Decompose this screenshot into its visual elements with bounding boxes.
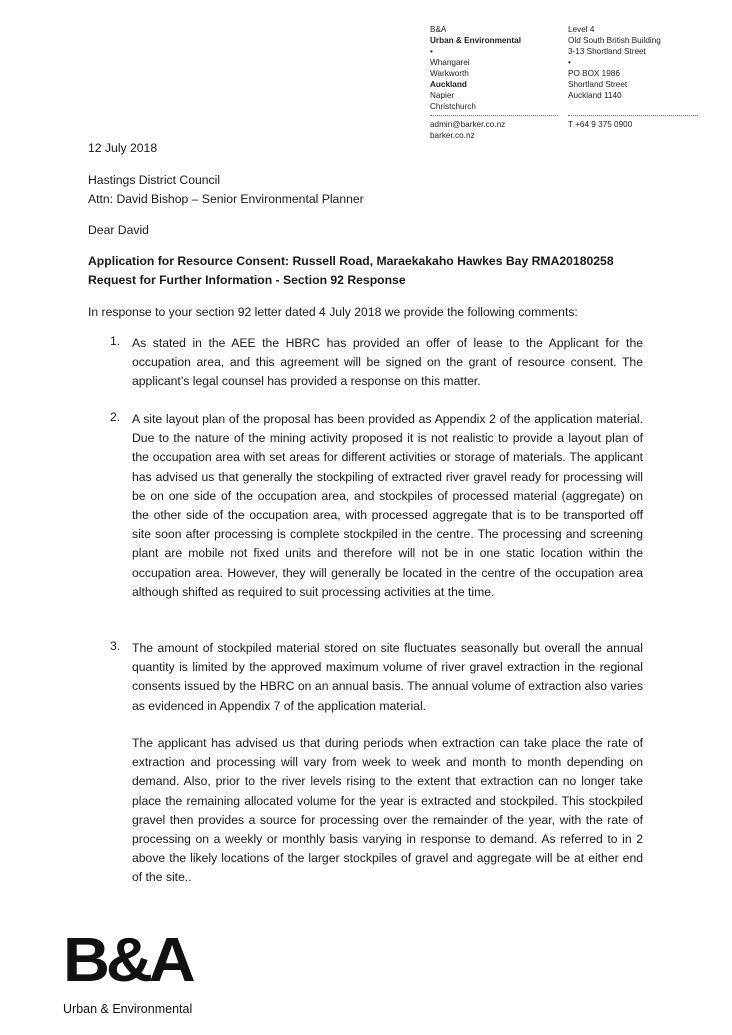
office-auckland: Auckland [430,80,467,89]
intro-paragraph: In response to your section 92 letter dated 4 July 2018 we provide the following comments: [88,305,578,319]
recipient-attention: Attn: David Bishop – Senior Environmental Planner [88,192,364,206]
letterhead-division: Urban & Environmental [430,36,521,45]
logo-subtitle: Urban & Environmental [63,1002,193,1016]
address-bullet: • [568,58,571,67]
letterhead-website[interactable]: barker.co.nz [430,131,475,140]
list-item-number: 2. [110,410,121,424]
po-line-1: PO BOX 1986 [568,69,620,78]
letterhead-divider [430,115,558,116]
office-warkworth: Warkworth [430,69,469,78]
list-item-text: The amount of stockpiled material stored on site fluctuates seasonally but overall the annual quantity is limited by the approved maximum volume of river gravel extraction in the regional consents issued by the HBRC on an annual basis. The annual volume of extraction also varies as evidenced in Appendix 7 of the application material. [132,641,643,713]
recipient-organisation: Hastings District Council [88,173,221,187]
office-napier: Napier [430,91,455,100]
letterhead-email[interactable]: admin@barker.co.nz [430,120,506,129]
list-item-text: A site layout plan of the proposal has been provided as Appendix 2 of the application material. Due to the nature of the mining activity proposed it is not realistic to provide a layout plan of the occupation area with set areas for different activities or storage of materials. The applicant has advised us that generally the stockpiling of extracted river gravel ready for processing will be on one side of the occupation area, and stockpiles of processed material (aggregate) on the other side of the occupation area, with processed aggregate that is to be transported off site soon after processing is complete stockpiled in the centre. The processing and screening plant are mobile not fixed units and therefore will not be in one static location within the occupation area. However, they will generally be located in the centre of the occupation area although shifted as required to suit processing activities at the time. [132,412,643,599]
list-item-number: 3. [110,639,121,653]
letterhead-bullet: • [430,47,433,56]
address-line-2: Old South British Building [568,36,661,45]
subject-line: Application for Resource Consent: Russell Road, Maraekakaho Hawkes Bay RMA20180258 [88,254,614,268]
letterhead-divider [568,115,698,116]
logo-mark: B&A [63,926,192,995]
letterhead-company: B&A [430,25,447,34]
po-line-3: Auckland 1140 [568,91,622,100]
letterhead-offices [430,24,558,141]
letterhead-phone: T +64 9 375 0900 [568,120,633,129]
subject-subline: Request for Further Information - Section 92 Response [88,273,406,287]
list-item-text: As stated in the AEE the HBRC has provided an offer of lease to the Applicant for the occupation area, and this agreement will be signed on the grant of resource consent. The applicant’s legal counsel has provided a response on this matter. [132,336,643,389]
list-item-continuation: The applicant has advised us that during periods when extraction can take place the rate of extraction and processing will vary from week to week and month to month depending on demand. Also, prior to the river levels rising to the extent that extraction can no longer take place the remaining allocated volume for the year is extracted and stockpiled. This stockpiled gravel then provides a source for processing over the remainder of the year, with the rate of processing on a weekly or monthly basis varying in response to demand. As referred to in 2 above the likely locations of the larger stockpiles of gravel and aggregate will be at either end of the site.. [132,736,643,885]
company-logo [63,926,193,1016]
address-line-3: 3-13 Shortland Street [568,47,646,56]
letter-date: 12 July 2018 [88,141,158,155]
letterhead-address [568,24,698,130]
office-whangarei: Whangarei [430,58,470,67]
address-line-1: Level 4 [568,25,595,34]
po-line-2: Shortland Street [568,80,628,89]
list-item-number: 1. [110,334,121,348]
salutation: Dear David [88,223,149,237]
office-christchurch: Christchurch [430,102,476,111]
